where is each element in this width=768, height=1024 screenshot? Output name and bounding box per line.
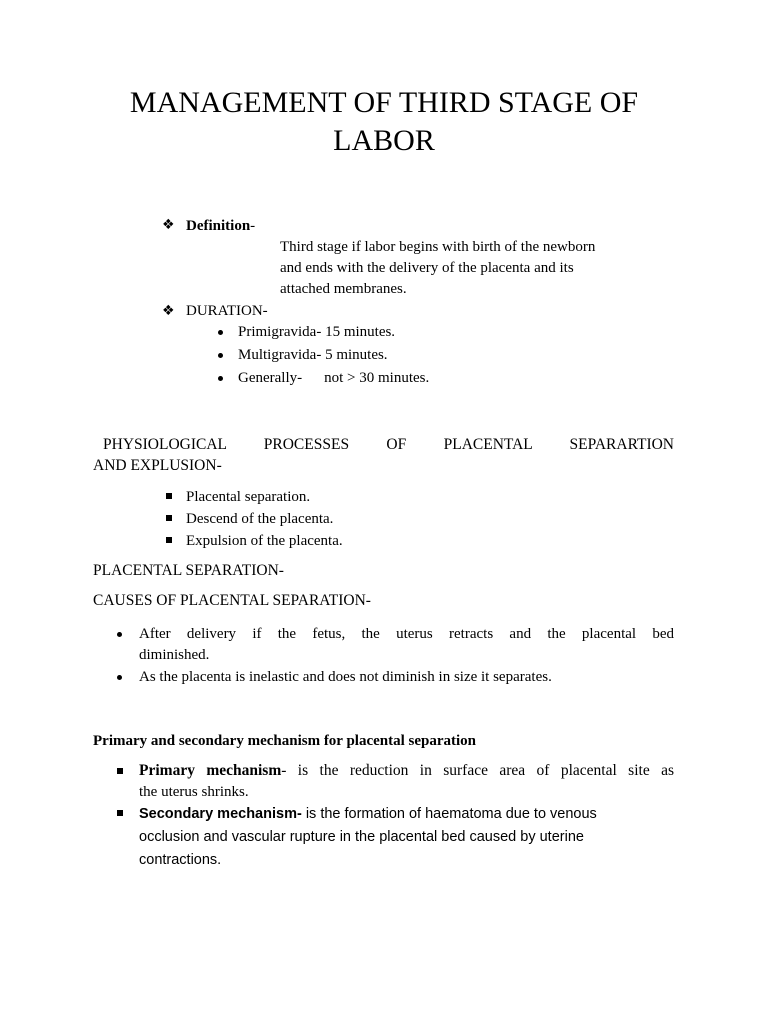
duration-item-primigravida: Primigravida- 15 minutes.: [238, 324, 396, 340]
title-line-2: LABOR: [333, 124, 435, 157]
secondary-mechanism-line-2: occlusion and vascular rupture in the placental bed caused by uterine: [139, 829, 584, 845]
definition-dash: -: [250, 218, 256, 234]
generally-label: Generally-: [238, 370, 303, 386]
duration-heading: DURATION-: [186, 303, 268, 319]
diamond-bullet-icon: ❖: [162, 217, 175, 233]
title-line-1: MANAGEMENT OF THIRD STAGE OF: [129, 86, 639, 119]
primary-mechanism-label: Primary mechanism: [139, 762, 282, 779]
causes-heading: [93, 591, 371, 611]
primary-mechanism-line-2: the uterus shrinks.: [139, 784, 249, 800]
secondary-mechanism-text: is the formation of haematoma due to venous: [301, 806, 597, 822]
definition-label: Definition: [186, 218, 251, 234]
secondary-mechanism-label: Secondary mechanism-: [139, 806, 302, 822]
definition-line-3: attached membranes.: [280, 281, 407, 297]
page-title: [60, 84, 708, 160]
physiological-dash: -: [216, 457, 222, 474]
primary-mechanism-line-1: [139, 761, 674, 781]
causes-heading-text: CAUSES OF PLACENTAL SEPARATION: [93, 592, 366, 609]
physiological-item-separation: Placental separation.: [186, 489, 311, 505]
definition-line-1: Third stage if labor begins with birth of the newborn: [280, 239, 596, 255]
causes-item-2: As the placenta is inelastic and does not diminish in size it separates.: [139, 669, 552, 685]
secondary-mechanism-line-3: contractions.: [139, 852, 222, 868]
round-bullet-icon: [218, 330, 223, 335]
placental-separation-text: PLACENTAL SEPARATION: [93, 562, 279, 579]
secondary-mechanism-line-1: [139, 803, 597, 825]
physiological-heading-line-1: PHYSIOLOGICAL PROCESSES OF PLACENTAL SEPARARTION: [103, 436, 674, 453]
mechanism-heading: Primary and secondary mechanism for placental separation: [93, 733, 477, 749]
generally-value: not > 30 minutes.: [324, 370, 430, 386]
physiological-heading-line-2: [93, 456, 222, 476]
causes-item-1-line-2: diminished.: [139, 647, 210, 663]
causes-item-1-line-1: After delivery if the fetus, the uterus retracts and the placental bed: [139, 626, 674, 642]
round-bullet-icon: [117, 675, 122, 680]
round-bullet-icon: [218, 353, 223, 358]
diamond-bullet-icon: ❖: [162, 303, 175, 319]
round-bullet-icon: [117, 632, 122, 637]
physiological-item-expulsion: Expulsion of the placenta.: [186, 533, 343, 549]
square-bullet-icon: [166, 515, 172, 521]
duration-item-generally: [238, 368, 429, 388]
primary-mechanism-text: - is the reduction in surface area of placental site as: [281, 762, 674, 779]
physiological-item-descend: Descend of the placenta.: [186, 511, 334, 527]
definition-heading: [186, 216, 255, 236]
placental-separation-heading: [93, 561, 284, 581]
causes-dash: -: [365, 592, 371, 609]
square-bullet-icon: [166, 493, 172, 499]
placental-separation-dash: -: [278, 562, 284, 579]
definition-line-2: and ends with the delivery of the placenta and its: [280, 260, 574, 276]
round-bullet-icon: [218, 376, 223, 381]
square-bullet-icon: [117, 768, 123, 774]
duration-item-multigravida: Multigravida- 5 minutes.: [238, 347, 388, 363]
square-bullet-icon: [166, 537, 172, 543]
square-bullet-icon: [117, 810, 123, 816]
physiological-heading-text: AND EXPLUSION: [93, 457, 217, 474]
